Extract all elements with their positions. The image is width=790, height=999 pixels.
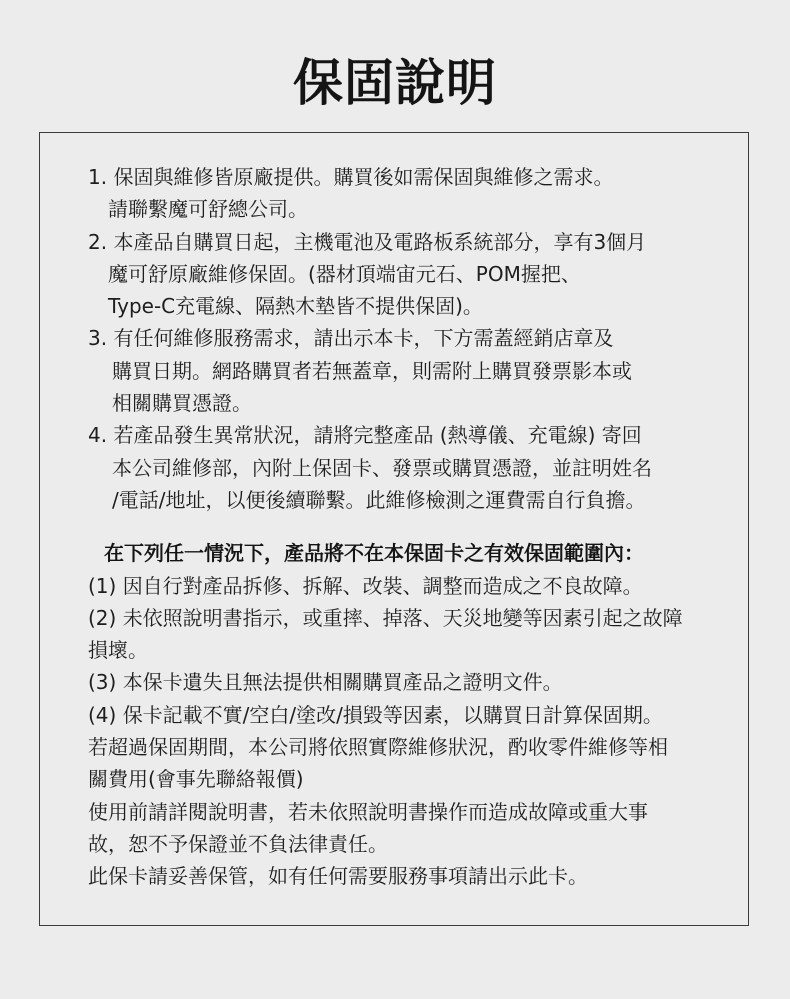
term-3-line-2: 購買日期。網路購買者若無蓋章，則需附上購買發票影本或 <box>112 358 632 383</box>
warranty-terms-box <box>39 132 749 926</box>
exclusion-1: (1) 因自行對產品拆修、拆解、改裝、調整而造成之不良故障。 <box>88 573 643 598</box>
paid-repair-line-2: 關費用(會事先聯絡報價) <box>88 767 304 792</box>
exclusion-2-line-1: (2) 未依照說明書指示，或重摔、掉落、天災地變等因素引起之故障 <box>88 605 683 630</box>
term-3-line-3: 相關購買憑證。 <box>112 391 252 416</box>
term-4-line-1: 4. 若產品發生異常狀況，請將完整產品 (熱導儀、充電線) 寄回 <box>88 423 642 448</box>
term-2-line-1: 2. 本產品自購買日起，主機電池及電路板系統部分，享有3個月 <box>88 229 647 254</box>
exclusions-heading: 在下列任一情況下，產品將不在本保固卡之有效保固範圍內： <box>104 541 644 566</box>
keep-card-notice: 此保卡請妥善保管，如有任何需要服務事項請出示此卡。 <box>88 864 588 889</box>
term-4-line-3: /電話/地址，以便後續聯繫。此維修檢測之運費需自行負擔。 <box>112 487 646 512</box>
term-1-line-1: 1. 保固與維修皆原廠提供。購買後如需保固與維修之需求。 <box>88 165 614 189</box>
exclusion-3: (3) 本保卡遺失且無法提供相關購買產品之證明文件。 <box>88 670 563 695</box>
term-2-line-2: 魔可舒原廠維修保固。(器材頂端宙元石、POM握把、 <box>108 261 581 286</box>
term-1-line-2: 請聯繫魔可舒總公司。 <box>108 197 308 222</box>
page-title: 保固說明 <box>293 54 497 112</box>
term-3-line-1: 3. 有任何維修服務需求，請出示本卡，下方需蓋經銷店章及 <box>88 326 614 351</box>
term-4-line-2: 本公司維修部，內附上保固卡、發票或購買憑證，並註明姓名 <box>112 455 652 480</box>
disclaimer-line-2: 故，恕不予保證並不負法律責任。 <box>88 831 388 856</box>
term-2-line-3: Type-C充電線、隔熱木墊皆不提供保固)。 <box>108 294 483 319</box>
disclaimer-line-1: 使用前請詳閱說明書，若未依照說明書操作而造成故障或重大事 <box>88 799 648 824</box>
exclusion-4: (4) 保卡記載不實/空白/塗改/損毀等因素，以購買日計算保固期。 <box>88 702 663 727</box>
paid-repair-line-1: 若超過保固期間，本公司將依照實際維修狀況，酌收零件維修等相 <box>88 735 668 760</box>
warranty-terms-text <box>88 161 738 893</box>
exclusion-2-line-2: 損壞。 <box>88 638 148 663</box>
section-spacer <box>88 516 738 537</box>
